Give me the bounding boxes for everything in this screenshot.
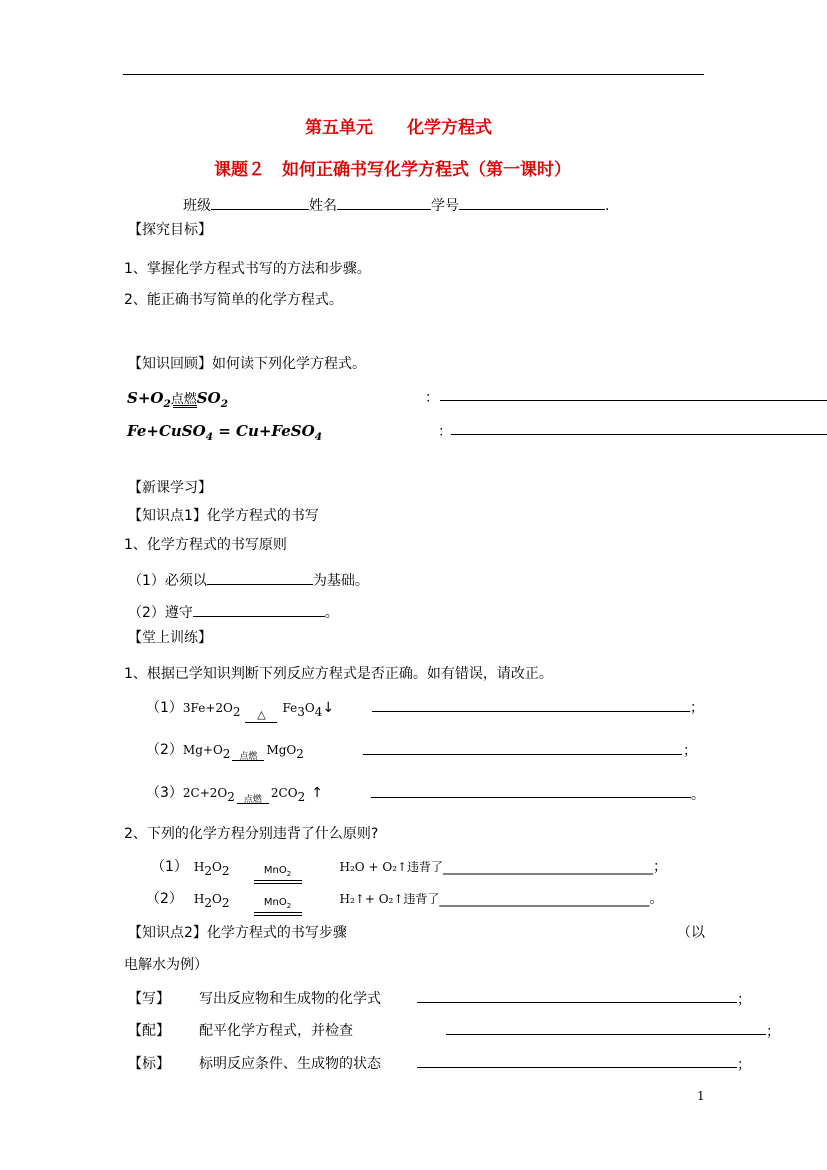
q2-item-1: （1） $H_2O_2$ MnO$_2$ H₂O + O₂↑违背了______________________________；	[151, 856, 667, 878]
q2-2-blank[interactable]: ______________________________	[439, 891, 650, 907]
step-write-line[interactable]	[417, 1002, 737, 1003]
step-balance-tag: 【配】	[128, 1023, 170, 1039]
id-label: 学号	[431, 198, 459, 214]
principle-title: 1、化学方程式的书写原则	[124, 537, 287, 553]
new-lesson-heading: 【新课学习】	[128, 480, 212, 496]
reaction-condition: 点燃	[170, 392, 197, 407]
q2-item-2: （2） $H_2O_2$ MnO$_2$ H₂↑+ O₂↑违背了______________________________。	[146, 888, 663, 910]
kp2-note-part1: （以	[677, 925, 705, 941]
q1-3-end: 。	[691, 787, 705, 803]
q1-2-end: ；	[683, 743, 697, 759]
lesson-title: 课题２ 如何正确书写化学方程式（第一课时）	[214, 160, 571, 180]
unit-title: 第五单元 化学方程式	[305, 118, 492, 138]
review-equation-1: $S+O_2$点燃 $SO_2$	[127, 389, 229, 410]
page-number: 1	[697, 1089, 705, 1103]
step-balance-end: ；	[766, 1024, 780, 1040]
review-answer-line-2[interactable]	[451, 434, 827, 435]
practice-heading: 【堂上训练】	[128, 630, 212, 646]
goals-heading: 【探究目标】	[128, 222, 212, 238]
principle-1: （1）必须以 为基础。	[128, 570, 369, 590]
review-answer-line-1[interactable]	[440, 400, 827, 401]
principle-1-blank[interactable]	[207, 570, 313, 585]
step-write-tag: 【写】	[128, 991, 170, 1007]
class-label: 班级	[183, 198, 211, 214]
q1-item-1: $(1)3Fe+2O_2$ △ $Fe_3O_4↓$	[146, 700, 335, 721]
down-arrow-icon: ↓	[322, 700, 335, 716]
step-write-text: 写出反应物和生成物的化学式	[199, 991, 381, 1007]
review-equation-2: Fe+CuSO$_4$ = Cu+FeSO$_4$	[127, 422, 323, 443]
step-mark-end: ；	[737, 1057, 751, 1073]
step-mark-tag: 【标】	[128, 1056, 170, 1072]
review-colon-2: ：	[438, 424, 452, 440]
knowledge-point-2: 【知识点2】化学方程式的书写步骤	[128, 925, 347, 941]
class-blank[interactable]	[211, 195, 309, 210]
step-balance-text: 配平化学方程式，并检查	[199, 1023, 353, 1039]
practice-question-1: 1、根据已学知识判断下列反应方程式是否正确。如有错误，请改正。	[124, 666, 553, 682]
principle-2: （2）遵守 。	[128, 602, 339, 622]
q1-2-answer-line[interactable]	[363, 754, 682, 755]
kp2-note-part2: 电解水为例）	[124, 957, 208, 973]
q1-3-answer-line[interactable]	[371, 797, 691, 798]
step-mark-line[interactable]	[417, 1067, 737, 1068]
q2-1-blank[interactable]: ______________________________	[443, 859, 654, 875]
step-mark-text: 标明反应条件、生成物的状态	[199, 1056, 381, 1072]
step-write-end: ；	[737, 992, 751, 1008]
step-balance-line[interactable]	[446, 1034, 766, 1035]
review-colon-1: ：	[425, 390, 439, 406]
practice-question-2: 2、下列的化学方程分别违背了什么原则?	[124, 826, 379, 842]
id-blank[interactable]	[459, 195, 605, 210]
header-rule	[123, 74, 704, 75]
q1-1-answer-line[interactable]	[372, 711, 690, 712]
student-info-row	[183, 195, 609, 215]
name-label: 姓名	[309, 198, 337, 214]
q1-1-end: ；	[690, 700, 704, 716]
review-heading: 【知识回顾】如何读下列化学方程式。	[128, 356, 366, 372]
info-end-mark: .	[605, 198, 610, 214]
q1-item-3: $(3)2C+2O_2$ 点燃 $2CO_2$ ↑	[146, 785, 323, 805]
goal-item-1: 1、掌握化学方程式书写的方法和步骤。	[124, 261, 371, 277]
principle-2-blank[interactable]	[193, 602, 325, 617]
q1-item-2: $(2)Mg+O_2$ 点燃 MgO$_2$	[146, 742, 304, 762]
up-arrow-icon: ↑	[311, 785, 323, 801]
goal-item-2: 2、能正确书写简单的化学方程式。	[124, 292, 343, 308]
knowledge-point-1: 【知识点1】化学方程式的书写	[128, 508, 319, 524]
name-blank[interactable]	[337, 195, 431, 210]
